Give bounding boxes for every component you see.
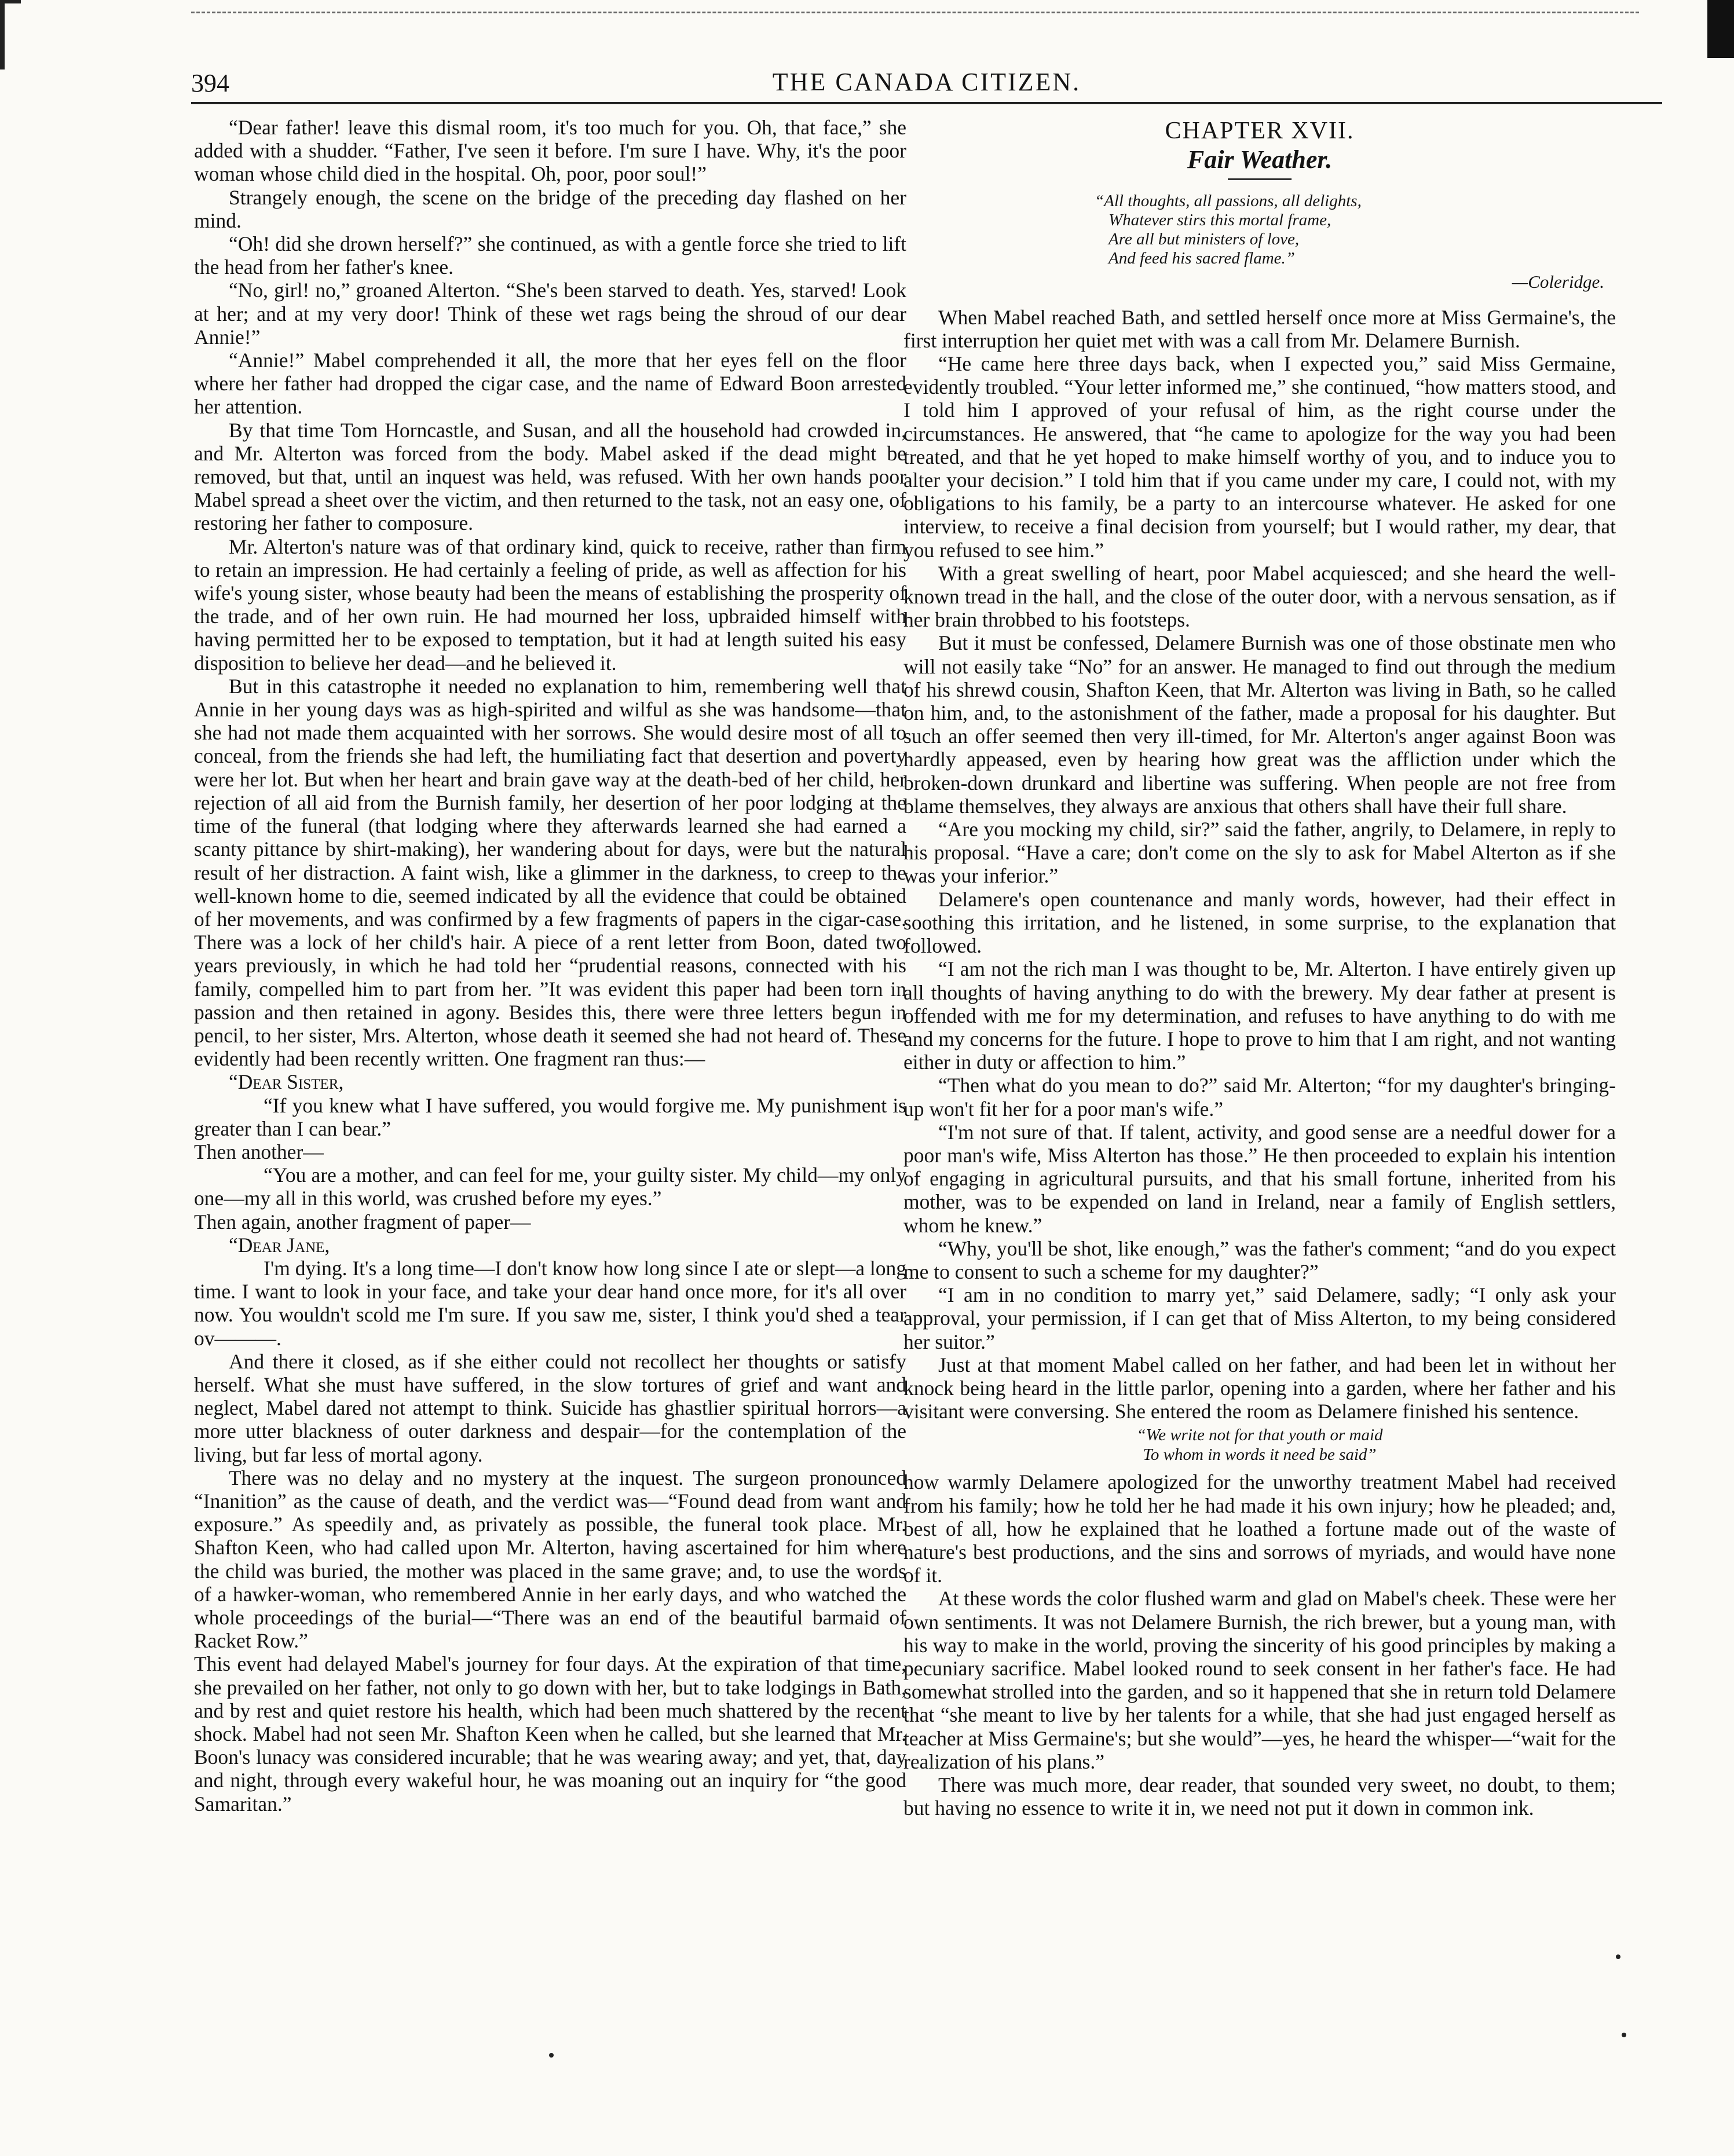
paragraph: And there it closed, as if she either could not recollect her thoughts or satisfy herself. What she must have suffered, in the slow tortures of grief and want and neglect, Mabel dared not attempt to think. Suicide has ghastlier spiritual horrors—a more utter blackness of outer darkness and despair—for the contemplation of the living, but far less of mortal agony. (194, 1349, 906, 1466)
epigraph-line: And feed his sacred flame.” (1109, 249, 1295, 268)
paragraph: “Then what do you mean to do?” said Mr. Alterton; “for my daughter's bringing-up won't fit her for a poor man's wife.” (903, 1074, 1616, 1121)
paragraph: This event had delayed Mabel's journey for four days. At the expiration of that time, she prevailed on her father, not only to go down with her, but to take lodgings in Bath, and by rest and quiet restore his health, which had been much shattered by the recent shock. Mabel had not seen Mr. Shafton Keen when he called, but she learned that Mr. Boon's lunacy was considered incurable; that he was wearing away; and yet, that, day and night, through every wakeful hour, he was moaning out an inquiry for “the good Samaritan.” (194, 1652, 906, 1815)
print-speck (549, 2053, 554, 2058)
epigraph-line: “All thoughts, all passions, all delights, (1095, 192, 1362, 211)
paragraph: There was much more, dear reader, that sounded very sweet, no doubt, to them; but having no essence to write it in, we need not put it down in common ink. (903, 1773, 1616, 1820)
paragraph: Mr. Alterton's nature was of that ordinary kind, quick to receive, rather than firm to retain an impression. He had certainly a feeling of pride, as well as affection for his wife's young sister, whose beauty had been the means of establishing the prosperity of the trade, and of her own ruin. He had mourned her loss, upbraided himself with having permitted her to be exposed to temptation, but it had at length suited his easy disposition to believe her dead—and he believed it. (194, 535, 906, 675)
page-header (191, 64, 1662, 103)
right-column-body (903, 306, 1616, 1423)
paragraph: “Annie!” Mabel comprehended it all, the more that her eyes fell on the floor where her father had dropped the cigar case, and the name of Edward Boon arrested her attention. (194, 349, 906, 419)
epigraph-attribution: —Coleridge. (1512, 272, 1604, 292)
paragraph: With a great swelling of heart, poor Mabel acquiesced; and she heard the well-known tread in the hall, and the close of the outer door, with a nervous sensation, as if her brain throbbed to his footsteps. (903, 561, 1616, 632)
verse-line: To whom in words it need be said” (1143, 1445, 1377, 1465)
right-column (903, 116, 1616, 1820)
paragraph: When Mabel reached Bath, and settled herself once more at Miss Germaine's, the first interruption her quiet met with was a call from Mr. Delamere Burnish. (903, 305, 1616, 352)
paragraph: Delamere's open countenance and manly words, however, had their effect in soothing this irritation, and he listened, in some surprise, to the explanation that followed. (903, 887, 1616, 958)
verse-line: “We write not for that youth or maid (1136, 1426, 1383, 1445)
paragraph: Then again, another fragment of paper— (194, 1210, 531, 1233)
paragraph: Just at that moment Mabel called on her father, and had been let in without her knock being heard in the little parlor, opening into a garden, where her father and his visitant were conversing. She entered the room as Delamere finished his sentence. (903, 1353, 1616, 1423)
paragraph: But it must be confessed, Delamere Burnish was one of those obstinate men who will not easily take “No” for an answer. He managed to find out through the medium of his shrewd cousin, Shafton Keen, that Mr. Alterton was living in Bath, so he called on him, and, to the astonishment of the father, made a proposal for his daughter. But such an offer seemed then very ill-timed, for Mr. Alterton's anger against Boon was hardly appeased, even by hearing how great was the affliction under which the broken-down drunkard and libertine was suffering. When people are not free from blame themselves, they always are anxious that others shall have their full share. (903, 631, 1616, 818)
scan-edge-mark (1707, 0, 1734, 58)
print-speck (1622, 2033, 1626, 2037)
paragraph: “I'm not sure of that. If talent, activity, and good sense are a needful dower for a poor man's wife, Miss Alterton has those.” He then proceeded to explain his intention of engaging in agricultural pursuits, and that his small fortune, inherited from his mother, was to be expended on land in Ireland, near a family of English settlers, whom he knew.” (903, 1120, 1616, 1237)
paragraph: But in this catastrophe it needed no explanation to him, remembering well that Annie in her young days was as high-spirited and wilful as she was handsome—that she had not made them acquainted with her sorrows. She would desire most of all to conceal, from the friends she had left, the humiliating fact that desertion and poverty were her lot. But when her heart and brain gave way at the death-bed of her child, her rejection of all aid from the Burnish family, her desertion of her poor lodging at the time of the funeral (that lodging where they afterwards learned she had earned a scanty pittance by shirt-making), her wandering about for days, were but the natural result of her distraction. A faint wish, like a glimmer in the darkness, to creep to the well-known home to die, seemed indicated by all the evidence that could be obtained of her movements, and was confirmed by a few fragments of papers in the cigar-case. There was a lock of her child's hair. A piece of a rent letter from Boon, dated two years previously, in which he had told her “prudential reasons, connected with his family, compelled him to part from her. ”It was evident this paper had been torn in passion and then retained in agony. Besides this, there were three letters begun in pencil, to her sister, Mrs. Alterton, whose death it seemed she had not heard of. These evidently had been recently written. One fragment ran thus:— (194, 674, 906, 1071)
page-number: 394 (191, 69, 229, 97)
epigraph-line: Are all but ministers of love, (1109, 230, 1300, 249)
paragraph: I'm dying. It's a long time—I don't know how long since I ate or slept—a long time. I want to look in your face, and take your dear hand once more, for it's all over now. You wouldn't scold me I'm sure. If you saw me, sister, I think you'd shed a tear ov———. (194, 1256, 906, 1350)
paragraph: “No, girl! no,” groaned Alterton. “She's been starved to death. Yes, starved! Look at her; and at my very door! Think of these wet rags being the shroud of our dear Annie!” (194, 279, 906, 349)
publication-title: THE CANADA CITIZEN. (772, 68, 1081, 96)
paragraph: “He came here three days back, when I expected you,” said Miss Germaine, evidently troubled. “Your letter informed me,” she continued, “how matters stood, and I told him I approved of your refusal of him, as the right course under the circumstances. He answered, that “he came to apologize for the way you had been treated, and that he yet hoped to make himself worthy of you, and to induce you to alter your decision.” I told him that if you came under my care, I could not, with my obligations to his family, be a party to an intercourse whatever. He asked for one interview, to receive a final decision from yourself; but I would rather, my dear, that you refused to see him.” (903, 352, 1616, 562)
right-column-body-continued (903, 1470, 1616, 1820)
left-column (194, 116, 906, 1815)
scan-corner-mark (0, 0, 21, 69)
paragraph: how warmly Delamere apologized for the unworthy treatment Mabel had received from his family; how he told her he had made it his own injury; how he pleaded; and, best of all, how he explained that he loathed a fortune made out of the waste of nature's best productions, and the sins and sorrows of myriads, and would have none of it. (903, 1470, 1616, 1587)
paragraph: There was no delay and no mystery at the inquest. The surgeon pronounced “Inanition” as the cause of death, and the verdict was—“Found dead from want and exposure.” As speedily and, as privately as possible, the funeral took place. Mr. Shafton Keen, who had called upon Mr. Alterton, having ascertained for him where the child was buried, the mother was placed in the same grave; and, to use the words of a hawker-woman, who remembered Annie in her early days, and who watched the whole proceedings of the burial—“There was an end of the beautiful barmaid of Racket Row.” (194, 1466, 906, 1653)
epigraph (1095, 192, 1616, 268)
paragraph: “You are a mother, and can feel for me, your guilty sister. My child—my only one—my all in this world, was crushed before my eyes.” (194, 1163, 906, 1210)
paragraph: Then another— (194, 1140, 324, 1163)
paragraph: “Oh! did she drown herself?” she continued, as with a gentle force she tried to lift the head from her father's knee. (194, 232, 906, 279)
paragraph: Strangely enough, the scene on the bridge of the preceding day flashed on her mind. (194, 185, 906, 232)
scan-top-edge (191, 12, 1639, 13)
letter-salutation: “Dear Sister, (229, 1070, 344, 1094)
paragraph: At these words the color flushed warm and glad on Mabel's cheek. These were her own sentiments. It was not Delamere Burnish, the rich brewer, but a young man, with his way to make in the world, proving the sincerity of his good principles by making a pecuniary sacrifice. Mabel looked round to seek consent in her father's face. He had somewhat strolled into the garden, and so it happened that she in return told Delamere that “she meant to live by her talents for a while, that she had just engaged herself as teacher at Miss Germaine's; but she would”—yes, he heard the whisper—“wait for the realization of his plans.” (903, 1587, 1616, 1773)
print-speck (1616, 1954, 1620, 1959)
paragraph: “If you knew what I have suffered, you would forgive me. My punishment is greater than I can bear.” (194, 1093, 906, 1140)
letter-salutation: “Dear Jane, (229, 1233, 330, 1257)
chapter-title: Fair Weather. (1187, 145, 1333, 174)
paragraph: “Dear father! leave this dismal room, it's too much for you. Oh, that face,” she added with a shudder. “Father, I've seen it before. I'm sure I have. Why, it's the poor woman whose child died in the hospital. Oh, poor, poor soul!” (194, 116, 906, 186)
paragraph: By that time Tom Horncastle, and Susan, and all the household had crowded in, and Mr. Alterton was forced from the body. Mabel asked if the dead might be removed, but that, until an inquest was held, was refused. With her own hands poor Mabel spread a sheet over the victim, and then returned to the task, not an easy one, of restoring her father to composure. (194, 418, 906, 535)
verse-quote (903, 1425, 1616, 1465)
paragraph: “I am in no condition to marry yet,” said Delamere, sadly; “I only ask your approval, your permission, if I can get that of Miss Alterton, to my being considered her suitor.” (903, 1283, 1616, 1353)
chapter-divider (1228, 178, 1292, 180)
epigraph-line: Whatever stirs this mortal frame, (1109, 211, 1331, 230)
header-rule (191, 102, 1662, 104)
chapter-heading: CHAPTER XVII. (1165, 118, 1355, 144)
paragraph: “Why, you'll be shot, like enough,” was the father's comment; “and do you expect me to consent to such a scheme for my daughter?” (903, 1236, 1616, 1283)
paragraph: “I am not the rich man I was thought to be, Mr. Alterton. I have entirely given up all thoughts of having anything to do with the brewery. My dear father at present is offended with me for my determination, and refuses to have anything to do with me and my concerns for the future. I hope to prove to him that I am right, and not wanting either in duty or affection to him.” (903, 957, 1616, 1074)
paragraph: “Are you mocking my child, sir?” said the father, angrily, to Delamere, in reply to his proposal. “Have a care; don't come on the sly to ask for Mabel Alterton as if she was your inferior.” (903, 818, 1616, 888)
